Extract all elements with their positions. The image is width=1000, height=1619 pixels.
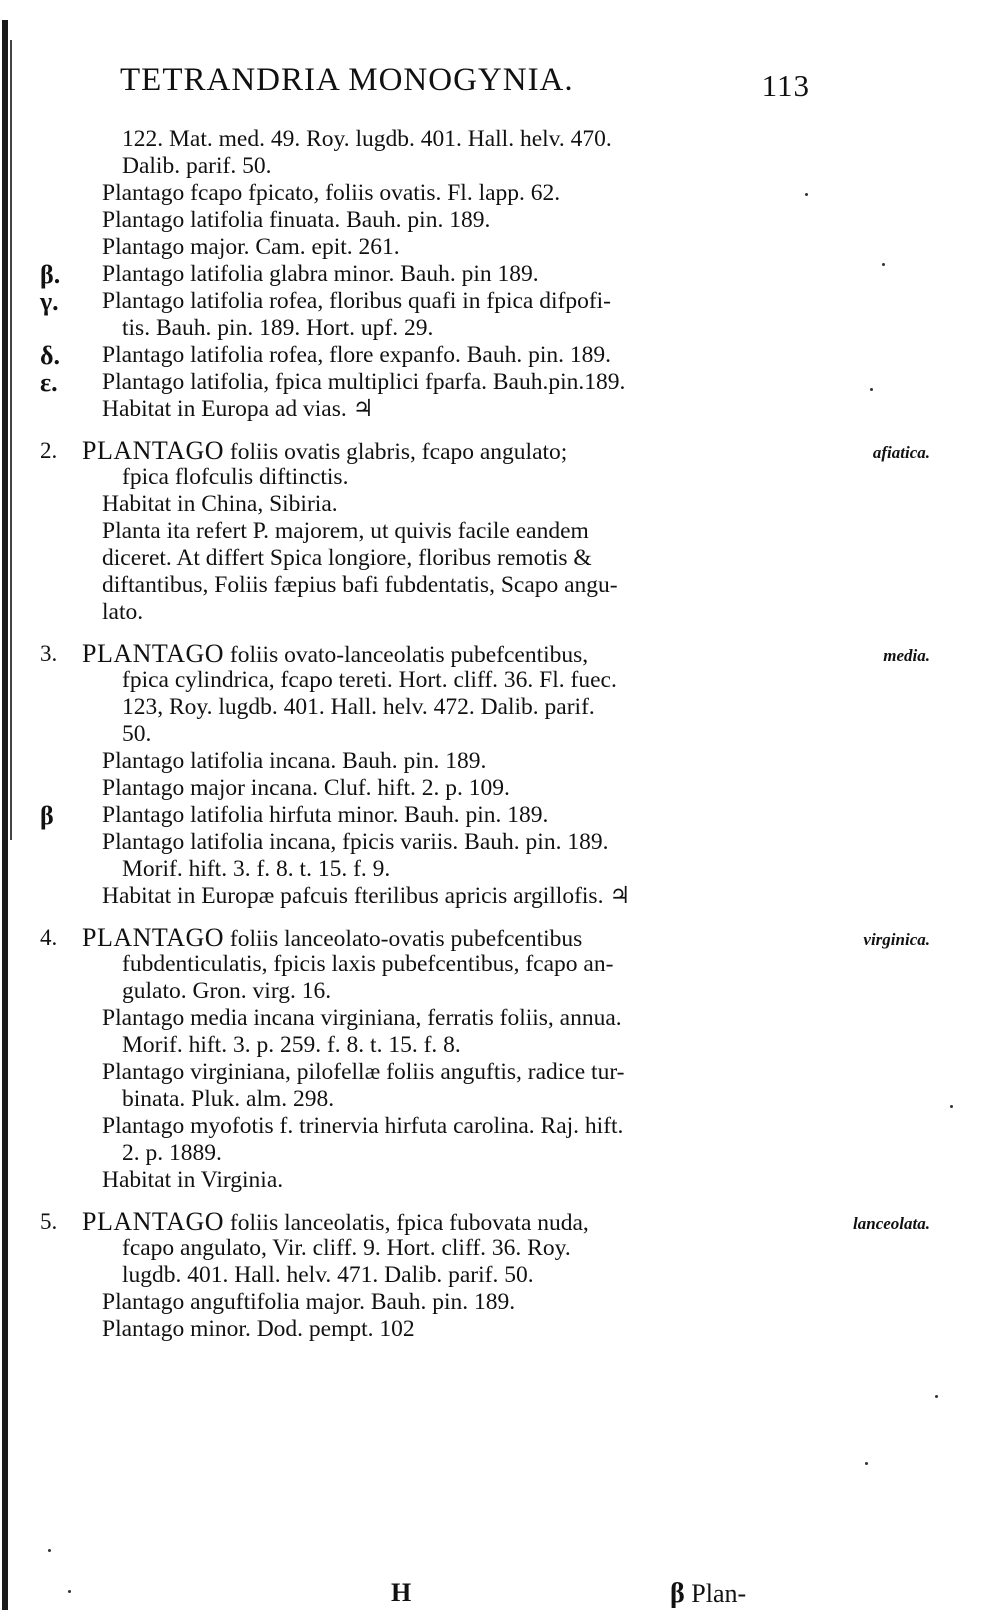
line-marker: β. <box>40 260 61 289</box>
text-line <box>40 1032 910 1059</box>
line-text: fubdenticulatis, fpicis laxis pubefcentibus, fcapo an- <box>122 951 614 977</box>
text-line <box>40 599 910 626</box>
text-line <box>40 1167 910 1194</box>
text-line <box>40 288 910 315</box>
text-line <box>40 829 910 856</box>
text-line <box>40 261 910 288</box>
text-line <box>40 1235 910 1262</box>
running-title: TETRANDRIA MONOGYNIA. <box>120 62 574 98</box>
print-speck <box>935 1395 938 1398</box>
line-text: Plantago anguftifolia major. Bauh. pin. 189. <box>102 1289 516 1315</box>
line-text: Plantago latifolia incana, fpicis variis. Bauh. pin. 189. <box>102 829 609 855</box>
text-line <box>40 923 930 952</box>
diagnosis-text: foliis lanceolato-ovatis pubefcentibus <box>224 926 583 952</box>
text-line <box>40 315 910 342</box>
line-text: Plantago myofotis f. trinervia hirfuta carolina. Raj. hift. <box>102 1113 624 1139</box>
text-line <box>40 207 910 234</box>
running-header <box>120 62 810 112</box>
line-text: lugdb. 401. Hall. helv. 471. Dalib. parif. 50. <box>122 1262 534 1288</box>
line-text: Plantago media incana virginiana, ferratis foliis, annua. <box>102 1005 622 1031</box>
line-text: 122. Mat. med. 49. Roy. lugdb. 401. Hall. helv. 470. <box>122 126 612 152</box>
line-text: Habitat in Europæ pafcuis fterilibus apricis argillofis. ♃ <box>102 883 631 909</box>
line-text: lato. <box>102 599 144 625</box>
text-line <box>40 883 910 910</box>
text-line <box>40 775 910 802</box>
text-line <box>40 951 910 978</box>
print-speck <box>805 193 808 196</box>
line-text <box>82 924 582 953</box>
text-line <box>40 518 910 545</box>
text-line <box>40 721 910 748</box>
line-text: Plantago minor. Dod. pempt. 102 <box>102 1316 415 1342</box>
catchword-marker: β <box>670 1578 685 1609</box>
text-line <box>40 126 910 153</box>
diagnosis-text: foliis ovato-lanceolatis pubefcentibus, <box>224 642 589 668</box>
genus-name: PLANTAGO <box>82 1207 225 1236</box>
line-text: Dalib. parif. 50. <box>122 153 272 179</box>
text-line <box>40 342 910 369</box>
line-text: fpica cylindrica, fcapo tereti. Hort. cliff. 36. Fl. fuec. <box>122 667 617 693</box>
line-marker: 5. <box>40 1209 58 1234</box>
print-speck <box>865 1462 868 1465</box>
print-speck <box>68 1590 71 1593</box>
text-line <box>40 153 910 180</box>
species-epithet: afiatica. <box>872 443 930 462</box>
line-marker: δ. <box>40 341 60 370</box>
line-text: Plantago latifolia, fpica multiplici fparfa. Bauh.pin.189. <box>102 369 626 395</box>
paragraph-gap <box>40 626 910 640</box>
line-text: Habitat in Europa ad vias. ♃ <box>102 396 374 422</box>
text-line <box>40 1086 910 1113</box>
text-line <box>40 369 910 396</box>
binding-shadow <box>10 40 12 840</box>
text-line <box>40 545 910 572</box>
text-line <box>40 694 910 721</box>
genus-name: PLANTAGO <box>82 639 225 668</box>
print-speck <box>950 1105 953 1108</box>
text-line <box>40 1113 910 1140</box>
print-speck <box>48 1549 51 1552</box>
print-speck <box>882 263 885 266</box>
text-line <box>40 234 910 261</box>
binding-edge <box>2 20 8 1610</box>
line-marker: 2. <box>40 438 58 463</box>
line-text: 50. <box>122 721 152 747</box>
line-marker: γ. <box>40 287 59 316</box>
line-marker: 3. <box>40 641 58 666</box>
line-text: fcapo angulato, Vir. cliff. 9. Hort. cliff. 36. Roy. <box>122 1235 571 1261</box>
line-text: diceret. At differt Spica longiore, floribus remotis & <box>102 545 592 571</box>
line-text: Habitat in China, Sibiria. <box>102 491 338 517</box>
line-text: Habitat in Virginia. <box>102 1167 284 1193</box>
line-text: Plantago latifolia rofea, flore expanfo. Bauh. pin. 189. <box>102 342 612 368</box>
catchword <box>670 1578 746 1610</box>
text-line <box>40 1316 910 1343</box>
line-text <box>82 437 567 466</box>
line-text: gulato. Gron. virg. 16. <box>122 978 332 1004</box>
diagnosis-text: foliis lanceolatis, fpica fubovata nuda, <box>224 1210 589 1236</box>
species-epithet: media. <box>883 646 930 665</box>
diagnosis-text: foliis ovatis glabris, fcapo angulato; <box>224 439 568 465</box>
page-footer <box>0 1578 1000 1612</box>
line-text: Morif. hift. 3. f. 8. t. 15. f. 9. <box>122 856 391 882</box>
line-text: 2. p. 1889. <box>122 1140 222 1166</box>
line-text: Plantago latifolia incana. Bauh. pin. 189. <box>102 748 487 774</box>
paragraph-gap <box>40 423 910 437</box>
genus-name: PLANTAGO <box>82 436 225 465</box>
line-text: Plantago major incana. Cluf. hift. 2. p. 109. <box>102 775 510 801</box>
text-line <box>40 396 910 423</box>
print-speck <box>870 388 873 391</box>
line-text: Plantago latifolia hirfuta minor. Bauh. pin. 189. <box>102 802 549 828</box>
species-epithet: virginica. <box>863 930 930 949</box>
line-marker: β <box>40 801 54 830</box>
line-text <box>82 1208 589 1237</box>
text-line <box>40 1289 910 1316</box>
text-line <box>40 856 910 883</box>
text-line <box>40 1059 910 1086</box>
genus-name: PLANTAGO <box>82 923 225 952</box>
line-text: Plantago virginiana, pilofellæ foliis anguftis, radice tur- <box>102 1059 625 1085</box>
text-line <box>40 802 910 829</box>
page-body <box>40 126 930 1343</box>
line-text: fpica flofculis diftinctis. <box>122 464 349 490</box>
text-line <box>40 639 930 668</box>
text-line <box>40 667 910 694</box>
signature-mark: H <box>391 1578 412 1607</box>
text-line <box>40 436 930 465</box>
line-text: tis. Bauh. pin. 189. Hort. upf. 29. <box>122 315 434 341</box>
line-marker: ε. <box>40 368 58 397</box>
text-line <box>40 1005 910 1032</box>
line-text: Plantago latifolia glabra minor. Bauh. pin 189. <box>102 261 539 287</box>
line-text: Plantago latifolia finuata. Bauh. pin. 189. <box>102 207 491 233</box>
line-text: Plantago latifolia rofea, floribus quafi in fpica difpofi- <box>102 288 612 314</box>
text-line <box>40 464 910 491</box>
line-text: Planta ita refert P. majorem, ut quivis facile eandem <box>102 518 589 544</box>
text-line <box>40 180 910 207</box>
page-number: 113 <box>761 68 810 103</box>
text-line <box>40 1207 930 1236</box>
text-line <box>40 491 910 518</box>
line-text: binata. Pluk. alm. 298. <box>122 1086 335 1112</box>
line-marker: 4. <box>40 925 58 950</box>
line-text: Plantago major. Cam. epit. 261. <box>102 234 400 260</box>
line-text: diftantibus, Foliis fæpius bafi fubdentatis, Scapo angu- <box>102 572 618 598</box>
text-line <box>40 978 910 1005</box>
text-line <box>40 1140 910 1167</box>
species-epithet: lanceolata. <box>853 1214 930 1233</box>
line-text <box>82 640 588 669</box>
paragraph-gap <box>40 910 910 924</box>
paragraph-gap <box>40 1194 910 1208</box>
line-text: Plantago fcapo fpicato, foliis ovatis. Fl. lapp. 62. <box>102 180 561 206</box>
catchword-text: Plan- <box>691 1579 747 1608</box>
line-text: Morif. hift. 3. p. 259. f. 8. t. 15. f. 8. <box>122 1032 461 1058</box>
text-line <box>40 572 910 599</box>
text-line <box>40 1262 910 1289</box>
text-line <box>40 748 910 775</box>
line-text: 123, Roy. lugdb. 401. Hall. helv. 472. Dalib. parif. <box>122 694 595 720</box>
